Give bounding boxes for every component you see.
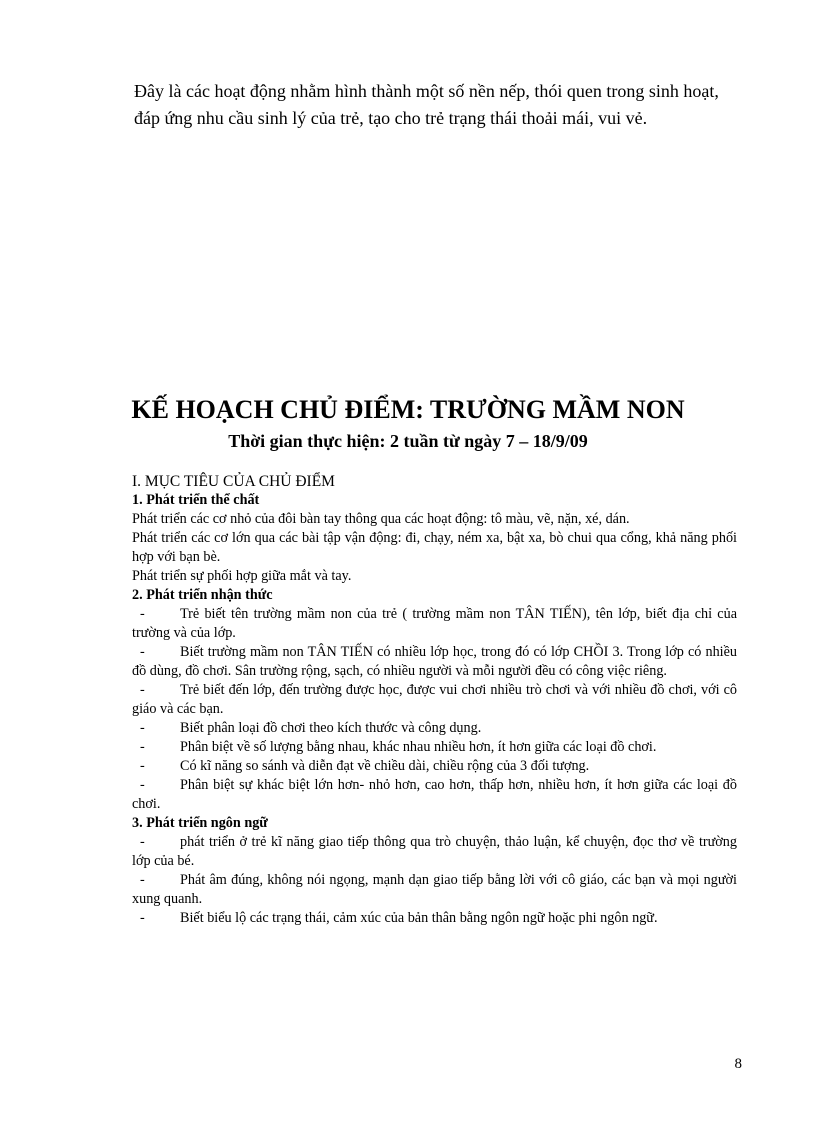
list-item [132, 681, 737, 719]
list-item-text: Phát âm đúng, không nói ngọng, mạnh dạn giao tiếp bằng lời với cô giáo, các bạn và mọi người xung quanh. [132, 872, 737, 907]
list-item [132, 643, 737, 681]
page-number: 8 [734, 1056, 742, 1072]
body-paragraph: Phát triển các cơ nhỏ của đôi bàn tay thông qua các hoạt động: tô màu, vẽ, nặn, xé, dán. [132, 511, 630, 527]
list-item-text: Trẻ biết tên trường mầm non của trẻ ( trường mầm non TÂN TIẾN), tên lớp, biết địa chỉ của trường và của lớp. [132, 606, 737, 641]
page-subtitle: Thời gian thực hiện: 2 tuần từ ngày 7 – 18/9/09 [228, 431, 588, 451]
list-item [132, 909, 737, 928]
list-item-text: Biết phân loại đồ chơi theo kích thước và công dụng. [180, 720, 482, 736]
list-dash: - [140, 644, 145, 660]
body-paragraph: Phát triển sự phối hợp giữa mắt và tay. [132, 568, 352, 584]
goal-heading-language: 3. Phát triển ngôn ngữ [132, 815, 268, 831]
list-dash: - [140, 758, 145, 774]
list-dash: - [140, 777, 145, 793]
list-dash: - [140, 910, 145, 926]
list-item-text: Biết biểu lộ các trạng thái, cảm xúc của bản thân bằng ngôn ngữ hoặc phi ngôn ngữ. [180, 910, 658, 926]
list-item-text: phát triển ở trẻ kĩ năng giao tiếp thông qua trò chuyện, thảo luận, kể chuyện, đọc thơ về trường lớp của bé. [132, 834, 737, 869]
list-item-text: Phân biệt sự khác biệt lớn hơn- nhỏ hơn, cao hơn, thấp hơn, nhiều hơn, ít hơn giữa các loại đồ chơi. [132, 777, 737, 812]
list-item [132, 605, 737, 643]
list-item [132, 738, 737, 757]
list-dash: - [140, 682, 145, 698]
list-item-text: Trẻ biết đến lớp, đến trường được học, được vui chơi nhiều trò chơi và với nhiều đồ chơi, với cô giáo và các bạn. [132, 682, 737, 717]
list-dash: - [140, 872, 145, 888]
page-title: KẾ HOẠCH CHỦ ĐIỂM: TRƯỜNG MẦM NON [131, 395, 685, 424]
body-paragraph: Phát triển các cơ lớn qua các bài tập vận động: đi, chạy, ném xa, bật xa, bò chui qua cổng, khả năng phối hợp với bạn bè. [132, 530, 737, 565]
section-heading: I. MỤC TIÊU CỦA CHỦ ĐIỂM [132, 473, 335, 490]
list-dash: - [140, 606, 145, 622]
goal-heading-physical: 1. Phát triển thể chất [132, 492, 260, 508]
main-content [132, 472, 737, 928]
list-dash: - [140, 739, 145, 755]
list-dash: - [140, 834, 145, 850]
list-item-text: Có kĩ năng so sánh và diễn đạt về chiều dài, chiều rộng của 3 đối tượng. [180, 758, 590, 774]
intro-paragraph: Đây là các hoạt động nhằm hình thành một số nền nếp, thói quen trong sinh hoạt, đáp ứng nhu cầu sinh lý của trẻ, tạo cho trẻ trạng thái thoải mái, vui vẻ. [134, 81, 719, 128]
list-dash: - [140, 720, 145, 736]
list-item-text: Biết trường mầm non TÂN TIẾN có nhiều lớp học, trong đó có lớp CHỒI 3. Trong lớp có nhiều đồ dùng, đồ chơi. Sân trường rộng, sạch, có nhiều người và mỗi người đều có công việc riêng. [132, 644, 737, 679]
list-item [132, 776, 737, 814]
goal-heading-cognitive: 2. Phát triển nhận thức [132, 587, 273, 603]
list-item [132, 833, 737, 871]
list-item [132, 871, 737, 909]
list-item [132, 757, 737, 776]
list-item-text: Phân biệt về số lượng bằng nhau, khác nhau nhiều hơn, ít hơn giữa các loại đồ chơi. [180, 739, 657, 755]
list-item [132, 719, 737, 738]
